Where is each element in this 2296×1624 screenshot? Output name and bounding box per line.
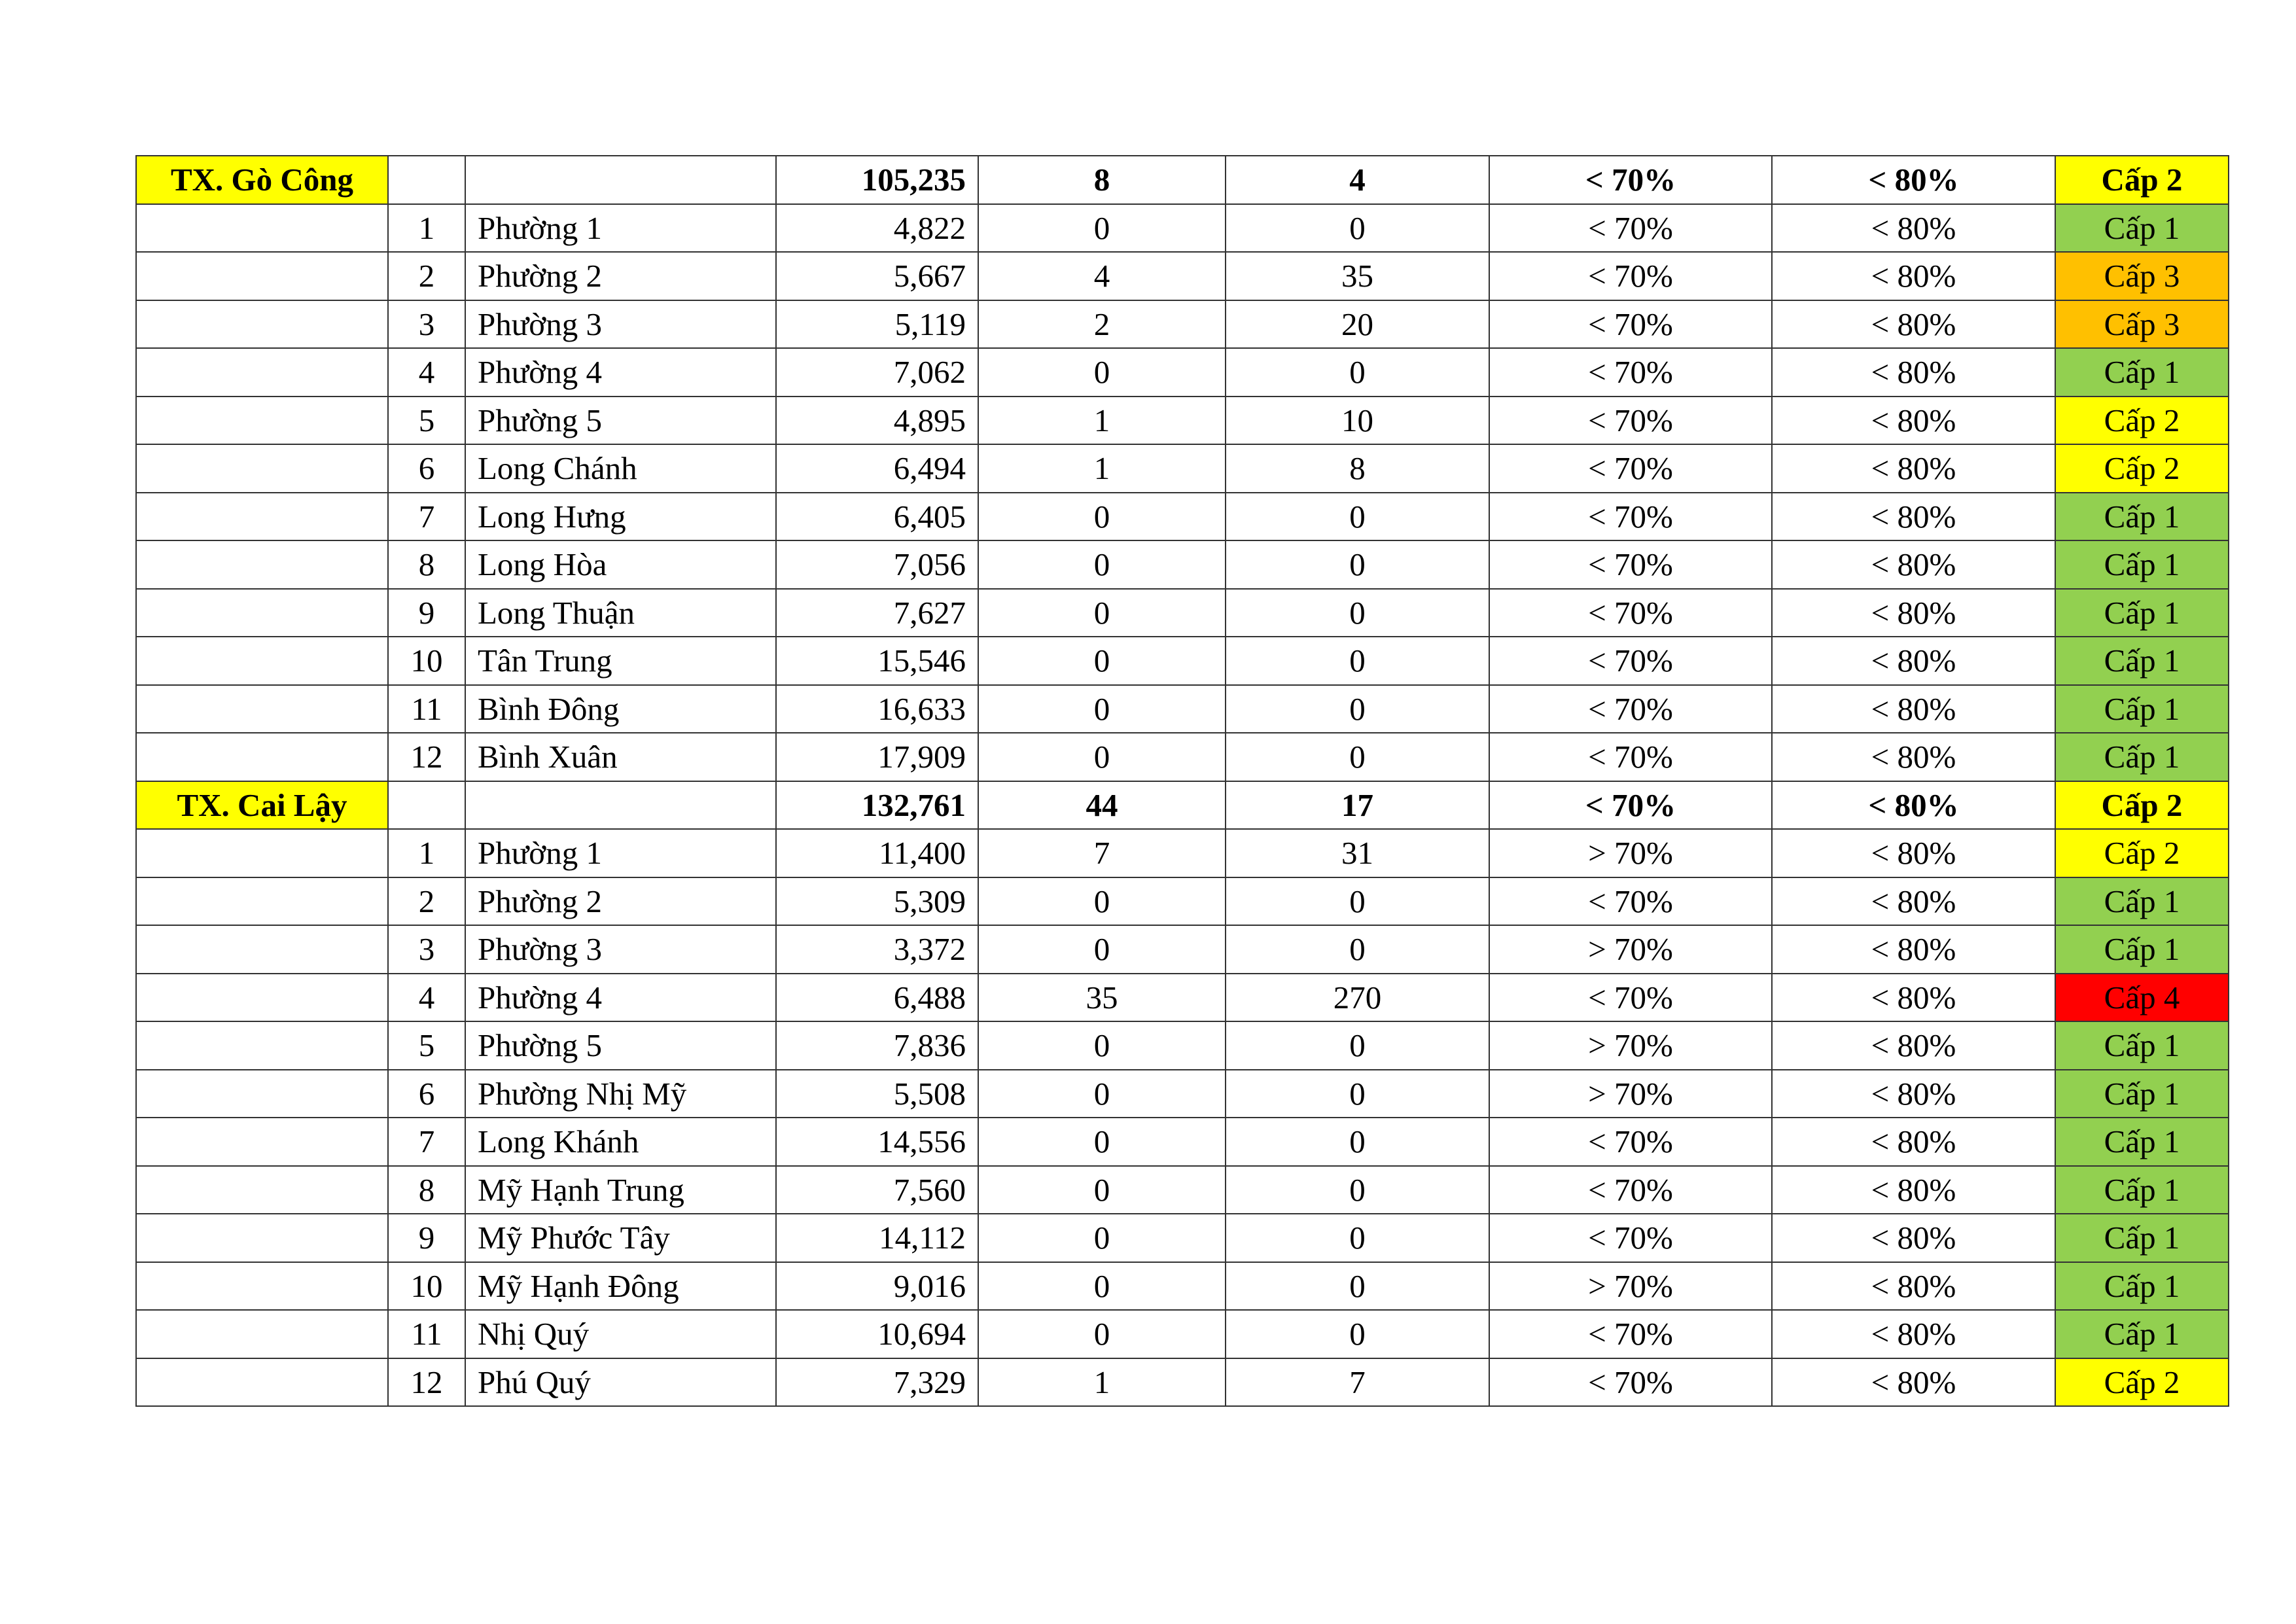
ward-cell: Phường Nhị Mỹ <box>465 1070 776 1118</box>
ward-cell: Long Hòa <box>465 540 776 589</box>
level-badge: Cấp 4 <box>2055 974 2229 1022</box>
count-a-cell: 0 <box>978 1021 1226 1070</box>
rate-1-cell: < 70% <box>1489 685 1772 733</box>
rate-1-cell: < 70% <box>1489 781 1772 830</box>
rate-2-cell: < 80% <box>1772 829 2055 877</box>
stt-cell: 10 <box>388 637 465 685</box>
population-cell: 7,056 <box>776 540 978 589</box>
rate-2-cell: < 80% <box>1772 974 2055 1022</box>
group-name-cell <box>136 829 388 877</box>
rate-2-cell: < 80% <box>1772 204 2055 253</box>
table-row <box>136 925 2229 974</box>
group-name-cell <box>136 974 388 1022</box>
stt-cell: 1 <box>388 204 465 253</box>
rate-1-cell: < 70% <box>1489 1118 1772 1166</box>
count-a-cell: 0 <box>978 348 1226 397</box>
group-name-cell <box>136 1214 388 1262</box>
level-badge: Cấp 1 <box>2055 540 2229 589</box>
rate-2-cell: < 80% <box>1772 252 2055 300</box>
stt-cell: 11 <box>388 1310 465 1358</box>
count-b-cell: 0 <box>1226 637 1489 685</box>
ward-cell: Phường 5 <box>465 397 776 445</box>
rate-2-cell: < 80% <box>1772 1358 2055 1407</box>
count-b-cell: 0 <box>1226 1262 1489 1311</box>
rate-1-cell: < 70% <box>1489 156 1772 204</box>
ward-cell: Phường 1 <box>465 829 776 877</box>
rate-1-cell: < 70% <box>1489 348 1772 397</box>
count-a-cell: 0 <box>978 1310 1226 1358</box>
count-b-cell: 31 <box>1226 829 1489 877</box>
rate-1-cell: > 70% <box>1489 829 1772 877</box>
table-row <box>136 1118 2229 1166</box>
level-badge: Cấp 1 <box>2055 1021 2229 1070</box>
rate-1-cell: < 70% <box>1489 1310 1772 1358</box>
ward-cell: Long Khánh <box>465 1118 776 1166</box>
group-name-cell <box>136 1021 388 1070</box>
stt-cell: 12 <box>388 733 465 781</box>
rate-2-cell: < 80% <box>1772 877 2055 926</box>
table-row <box>136 252 2229 300</box>
level-badge: Cấp 2 <box>2055 156 2229 204</box>
count-a-cell: 2 <box>978 300 1226 349</box>
rate-2-cell: < 80% <box>1772 397 2055 445</box>
ward-cell: Phường 3 <box>465 925 776 974</box>
table-row <box>136 204 2229 253</box>
population-cell: 10,694 <box>776 1310 978 1358</box>
rate-2-cell: < 80% <box>1772 589 2055 637</box>
rate-2-cell: < 80% <box>1772 300 2055 349</box>
rate-1-cell: > 70% <box>1489 1021 1772 1070</box>
rate-2-cell: < 80% <box>1772 685 2055 733</box>
table-row <box>136 589 2229 637</box>
table-row <box>136 1358 2229 1407</box>
table-row <box>136 300 2229 349</box>
rate-1-cell: < 70% <box>1489 540 1772 589</box>
table-row <box>136 974 2229 1022</box>
rate-1-cell: < 70% <box>1489 733 1772 781</box>
count-b-cell: 7 <box>1226 1358 1489 1407</box>
population-cell: 14,112 <box>776 1214 978 1262</box>
group-name-cell <box>136 1358 388 1407</box>
rate-1-cell: < 70% <box>1489 444 1772 493</box>
rate-1-cell: < 70% <box>1489 493 1772 541</box>
count-b-cell: 0 <box>1226 877 1489 926</box>
rate-2-cell: < 80% <box>1772 733 2055 781</box>
group-name-cell <box>136 877 388 926</box>
stt-cell: 12 <box>388 1358 465 1407</box>
population-cell: 4,895 <box>776 397 978 445</box>
count-b-cell: 8 <box>1226 444 1489 493</box>
ward-cell: Long Chánh <box>465 444 776 493</box>
population-cell: 17,909 <box>776 733 978 781</box>
population-cell: 4,822 <box>776 204 978 253</box>
rate-2-cell: < 80% <box>1772 1262 2055 1311</box>
count-a-cell: 4 <box>978 252 1226 300</box>
group-name-cell <box>136 1118 388 1166</box>
group-name-cell <box>136 300 388 349</box>
level-badge: Cấp 1 <box>2055 733 2229 781</box>
population-cell: 5,119 <box>776 300 978 349</box>
count-a-cell: 0 <box>978 1118 1226 1166</box>
rate-2-cell: < 80% <box>1772 1070 2055 1118</box>
group-name-cell <box>136 493 388 541</box>
ward-cell: Mỹ Hạnh Đông <box>465 1262 776 1311</box>
level-badge: Cấp 1 <box>2055 925 2229 974</box>
ward-cell: Nhị Quý <box>465 1310 776 1358</box>
level-badge: Cấp 1 <box>2055 877 2229 926</box>
group-name-cell <box>136 1166 388 1214</box>
table-row <box>136 877 2229 926</box>
rate-1-cell: < 70% <box>1489 637 1772 685</box>
count-a-cell: 0 <box>978 493 1226 541</box>
count-b-cell: 17 <box>1226 781 1489 830</box>
table-row <box>136 1262 2229 1311</box>
stt-cell: 8 <box>388 1166 465 1214</box>
ward-cell: Bình Đông <box>465 685 776 733</box>
group-name-cell <box>136 204 388 253</box>
count-a-cell: 0 <box>978 925 1226 974</box>
rate-1-cell: < 70% <box>1489 204 1772 253</box>
rate-1-cell: > 70% <box>1489 1070 1772 1118</box>
level-badge: Cấp 3 <box>2055 300 2229 349</box>
count-a-cell: 35 <box>978 974 1226 1022</box>
group-name-cell <box>136 1310 388 1358</box>
rate-1-cell: < 70% <box>1489 1166 1772 1214</box>
population-cell: 7,836 <box>776 1021 978 1070</box>
ward-cell: Phường 2 <box>465 877 776 926</box>
count-a-cell: 0 <box>978 1070 1226 1118</box>
stt-cell: 6 <box>388 1070 465 1118</box>
count-a-cell: 0 <box>978 1166 1226 1214</box>
stt-cell: 4 <box>388 348 465 397</box>
population-cell: 5,667 <box>776 252 978 300</box>
stt-cell <box>388 781 465 830</box>
count-b-cell: 0 <box>1226 1021 1489 1070</box>
level-badge: Cấp 2 <box>2055 829 2229 877</box>
level-badge: Cấp 1 <box>2055 348 2229 397</box>
count-b-cell: 0 <box>1226 1214 1489 1262</box>
table-row <box>136 1214 2229 1262</box>
population-cell: 16,633 <box>776 685 978 733</box>
population-cell: 7,560 <box>776 1166 978 1214</box>
count-b-cell: 0 <box>1226 1166 1489 1214</box>
rate-1-cell: > 70% <box>1489 1262 1772 1311</box>
count-b-cell: 0 <box>1226 589 1489 637</box>
count-b-cell: 4 <box>1226 156 1489 204</box>
ward-cell: Long Thuận <box>465 589 776 637</box>
table-row <box>136 637 2229 685</box>
population-cell: 15,546 <box>776 637 978 685</box>
group-name-cell <box>136 685 388 733</box>
table-row <box>136 1070 2229 1118</box>
group-name-cell <box>136 444 388 493</box>
table-row <box>136 829 2229 877</box>
stt-cell: 9 <box>388 589 465 637</box>
ward-cell: Phường 4 <box>465 974 776 1022</box>
count-a-cell: 8 <box>978 156 1226 204</box>
group-name-cell <box>136 397 388 445</box>
rate-1-cell: < 70% <box>1489 974 1772 1022</box>
rate-2-cell: < 80% <box>1772 348 2055 397</box>
count-a-cell: 0 <box>978 540 1226 589</box>
level-badge: Cấp 1 <box>2055 589 2229 637</box>
table-body <box>136 156 2229 1406</box>
rate-2-cell: < 80% <box>1772 493 2055 541</box>
count-b-cell: 0 <box>1226 925 1489 974</box>
rate-1-cell: < 70% <box>1489 1358 1772 1407</box>
population-cell: 14,556 <box>776 1118 978 1166</box>
count-a-cell: 0 <box>978 733 1226 781</box>
rate-2-cell: < 80% <box>1772 1118 2055 1166</box>
group-name-cell <box>136 540 388 589</box>
count-b-cell: 35 <box>1226 252 1489 300</box>
rate-2-cell: < 80% <box>1772 540 2055 589</box>
stt-cell: 7 <box>388 1118 465 1166</box>
stt-cell: 6 <box>388 444 465 493</box>
count-a-cell: 0 <box>978 637 1226 685</box>
population-cell: 132,761 <box>776 781 978 830</box>
ward-cell: Mỹ Hạnh Trung <box>465 1166 776 1214</box>
rate-1-cell: < 70% <box>1489 252 1772 300</box>
group-name-cell <box>136 1262 388 1311</box>
count-b-cell: 0 <box>1226 1118 1489 1166</box>
level-badge: Cấp 1 <box>2055 1262 2229 1311</box>
count-b-cell: 0 <box>1226 348 1489 397</box>
stt-cell <box>388 156 465 204</box>
level-badge: Cấp 1 <box>2055 1070 2229 1118</box>
population-cell: 105,235 <box>776 156 978 204</box>
rate-1-cell: < 70% <box>1489 300 1772 349</box>
stt-cell: 1 <box>388 829 465 877</box>
population-cell: 6,494 <box>776 444 978 493</box>
group-name-cell: TX. Cai Lậy <box>136 781 388 830</box>
count-b-cell: 0 <box>1226 493 1489 541</box>
population-cell: 11,400 <box>776 829 978 877</box>
level-badge: Cấp 1 <box>2055 637 2229 685</box>
group-name-cell: TX. Gò Công <box>136 156 388 204</box>
level-badge: Cấp 1 <box>2055 1166 2229 1214</box>
count-b-cell: 0 <box>1226 1070 1489 1118</box>
level-badge: Cấp 1 <box>2055 1214 2229 1262</box>
count-a-cell: 0 <box>978 877 1226 926</box>
population-cell: 6,488 <box>776 974 978 1022</box>
rate-1-cell: > 70% <box>1489 925 1772 974</box>
rate-2-cell: < 80% <box>1772 1166 2055 1214</box>
count-a-cell: 0 <box>978 589 1226 637</box>
stt-cell: 11 <box>388 685 465 733</box>
stt-cell: 10 <box>388 1262 465 1311</box>
count-b-cell: 10 <box>1226 397 1489 445</box>
rate-1-cell: < 70% <box>1489 397 1772 445</box>
level-badge: Cấp 1 <box>2055 493 2229 541</box>
table-row <box>136 540 2229 589</box>
group-name-cell <box>136 252 388 300</box>
level-badge: Cấp 3 <box>2055 252 2229 300</box>
level-badge: Cấp 2 <box>2055 781 2229 830</box>
group-name-cell <box>136 348 388 397</box>
stt-cell: 2 <box>388 252 465 300</box>
group-summary-row <box>136 781 2229 830</box>
ward-cell: Phường 4 <box>465 348 776 397</box>
group-name-cell <box>136 733 388 781</box>
count-b-cell: 270 <box>1226 974 1489 1022</box>
level-badge: Cấp 2 <box>2055 397 2229 445</box>
rate-2-cell: < 80% <box>1772 1310 2055 1358</box>
rate-1-cell: < 70% <box>1489 877 1772 926</box>
ward-level-table <box>135 155 2229 1407</box>
stt-cell: 9 <box>388 1214 465 1262</box>
stt-cell: 3 <box>388 925 465 974</box>
table-row <box>136 348 2229 397</box>
rate-2-cell: < 80% <box>1772 1021 2055 1070</box>
ward-cell: Tân Trung <box>465 637 776 685</box>
population-cell: 9,016 <box>776 1262 978 1311</box>
group-name-cell <box>136 637 388 685</box>
group-summary-row <box>136 156 2229 204</box>
rate-1-cell: < 70% <box>1489 589 1772 637</box>
group-name-cell <box>136 589 388 637</box>
rate-2-cell: < 80% <box>1772 444 2055 493</box>
level-badge: Cấp 2 <box>2055 444 2229 493</box>
population-cell: 7,329 <box>776 1358 978 1407</box>
population-cell: 5,309 <box>776 877 978 926</box>
stt-cell: 2 <box>388 877 465 926</box>
population-cell: 5,508 <box>776 1070 978 1118</box>
ward-cell: Phường 5 <box>465 1021 776 1070</box>
stt-cell: 5 <box>388 1021 465 1070</box>
ward-cell: Phường 2 <box>465 252 776 300</box>
rate-2-cell: < 80% <box>1772 156 2055 204</box>
rate-2-cell: < 80% <box>1772 637 2055 685</box>
ward-cell: Mỹ Phước Tây <box>465 1214 776 1262</box>
count-a-cell: 7 <box>978 829 1226 877</box>
table-row <box>136 1021 2229 1070</box>
count-a-cell: 0 <box>978 204 1226 253</box>
count-a-cell: 0 <box>978 1214 1226 1262</box>
rate-1-cell: < 70% <box>1489 1214 1772 1262</box>
group-name-cell <box>136 1070 388 1118</box>
stt-cell: 5 <box>388 397 465 445</box>
level-badge: Cấp 1 <box>2055 1310 2229 1358</box>
table-row <box>136 733 2229 781</box>
ward-cell: Long Hưng <box>465 493 776 541</box>
population-cell: 3,372 <box>776 925 978 974</box>
ward-cell <box>465 156 776 204</box>
ward-cell: Bình Xuân <box>465 733 776 781</box>
level-badge: Cấp 1 <box>2055 685 2229 733</box>
population-cell: 7,627 <box>776 589 978 637</box>
ward-cell <box>465 781 776 830</box>
table-row <box>136 1166 2229 1214</box>
count-a-cell: 1 <box>978 397 1226 445</box>
population-cell: 6,405 <box>776 493 978 541</box>
count-a-cell: 0 <box>978 685 1226 733</box>
count-b-cell: 0 <box>1226 685 1489 733</box>
count-b-cell: 0 <box>1226 540 1489 589</box>
rate-2-cell: < 80% <box>1772 925 2055 974</box>
count-b-cell: 20 <box>1226 300 1489 349</box>
level-badge: Cấp 1 <box>2055 204 2229 253</box>
stt-cell: 3 <box>388 300 465 349</box>
ward-cell: Phường 3 <box>465 300 776 349</box>
rate-2-cell: < 80% <box>1772 1214 2055 1262</box>
stt-cell: 8 <box>388 540 465 589</box>
count-b-cell: 0 <box>1226 204 1489 253</box>
population-cell: 7,062 <box>776 348 978 397</box>
stt-cell: 7 <box>388 493 465 541</box>
count-a-cell: 0 <box>978 1262 1226 1311</box>
count-b-cell: 0 <box>1226 1310 1489 1358</box>
table-row <box>136 397 2229 445</box>
ward-cell: Phú Quý <box>465 1358 776 1407</box>
count-a-cell: 44 <box>978 781 1226 830</box>
count-a-cell: 1 <box>978 444 1226 493</box>
count-a-cell: 1 <box>978 1358 1226 1407</box>
level-badge: Cấp 2 <box>2055 1358 2229 1407</box>
count-b-cell: 0 <box>1226 733 1489 781</box>
table-row <box>136 493 2229 541</box>
level-badge: Cấp 1 <box>2055 1118 2229 1166</box>
table-row <box>136 685 2229 733</box>
stt-cell: 4 <box>388 974 465 1022</box>
group-name-cell <box>136 925 388 974</box>
table-row <box>136 1310 2229 1358</box>
ward-cell: Phường 1 <box>465 204 776 253</box>
table-row <box>136 444 2229 493</box>
rate-2-cell: < 80% <box>1772 781 2055 830</box>
